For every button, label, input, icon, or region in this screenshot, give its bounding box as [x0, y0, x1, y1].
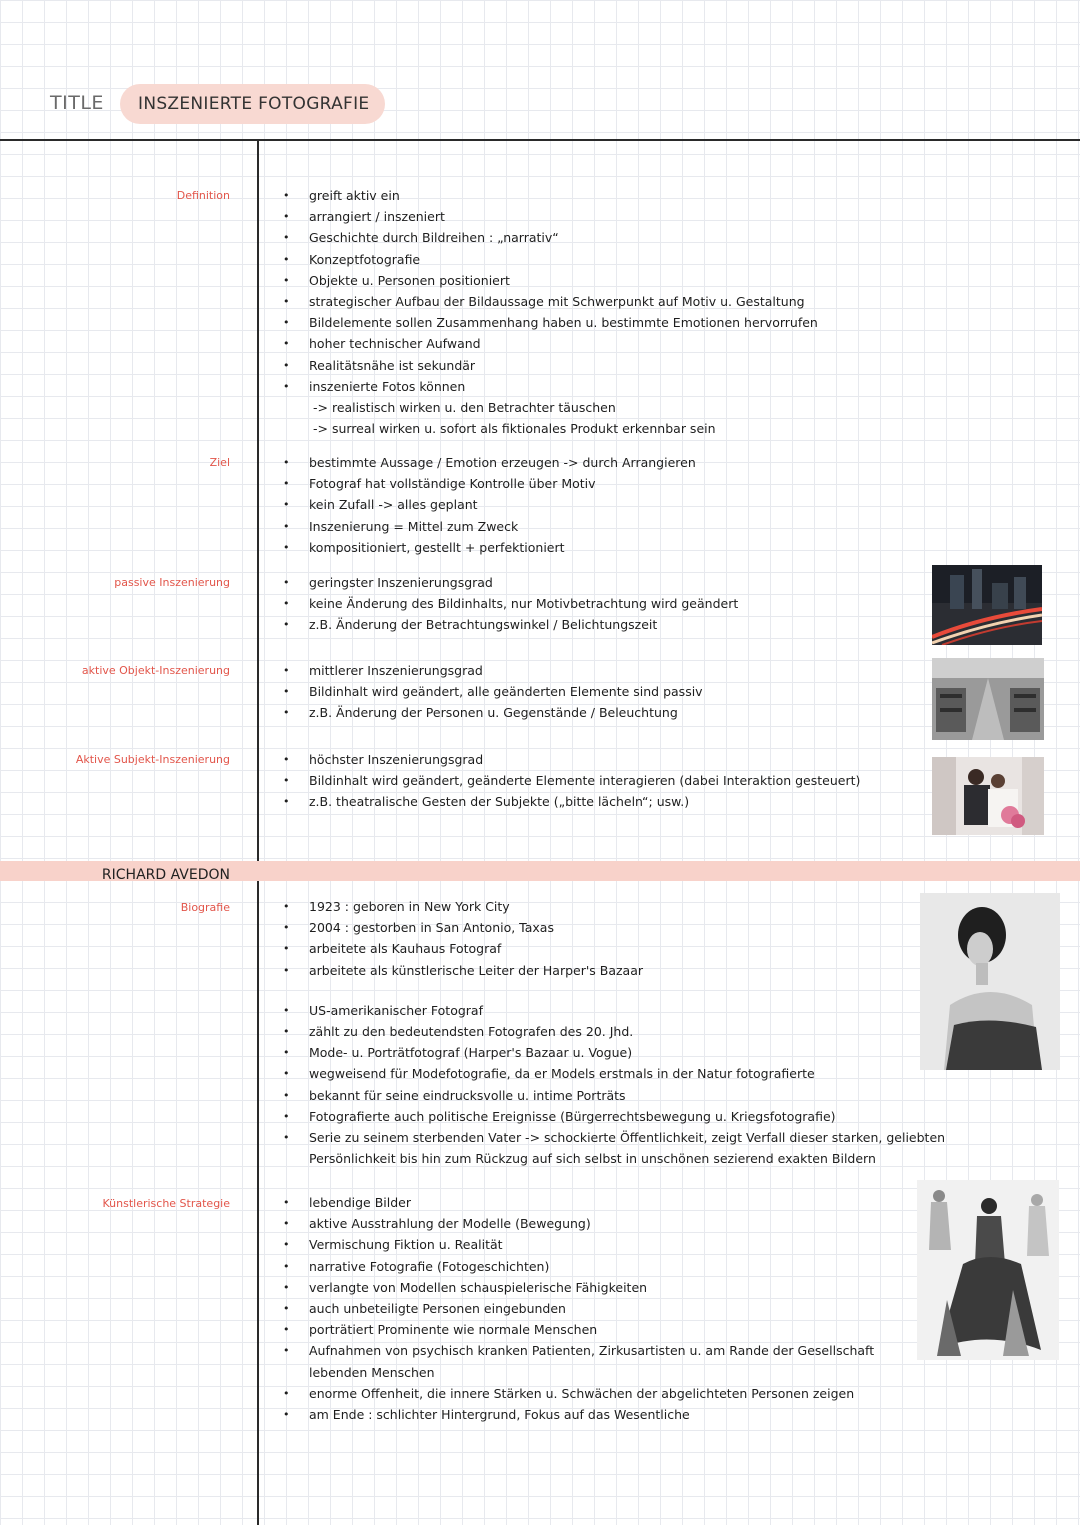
list-item: • narrative Fotografie (Fotogeschichten): [283, 1256, 874, 1277]
page-title: INSZENIERTE FOTOGRAFIE: [120, 84, 385, 124]
biografie-list: [283, 896, 945, 1169]
list-item: • am Ende : schlichter Hintergrund, Fokus auf das Wesentliche: [283, 1404, 874, 1425]
passive-label: passive Inszenierung: [114, 576, 230, 589]
list-item: • arrangiert / inszeniert: [283, 206, 818, 227]
list-item: • Konzeptfotografie: [283, 249, 818, 270]
list-item: • arbeitete als Kauhaus Fotograf: [283, 938, 945, 959]
list-item: • lebendige Bilder: [283, 1192, 874, 1213]
ziel-label: Ziel: [209, 456, 230, 469]
list-item: • z.B. Änderung der Personen u. Gegenstände / Beleuchtung: [283, 702, 703, 723]
list-item: • aktive Ausstrahlung der Modelle (Bewegung): [283, 1213, 874, 1234]
list-item: • 1923 : geboren in New York City: [283, 896, 945, 917]
sub-list-item: -> realistisch wirken u. den Betrachter täuschen: [313, 399, 616, 415]
list-item: • inszenierte Fotos können: [283, 376, 818, 397]
list-item: • strategischer Aufbau der Bildaussage mit Schwerpunkt auf Motiv u. Gestaltung: [283, 291, 818, 312]
list-item: • arbeitete als künstlerische Leiter der Harper's Bazaar: [283, 960, 945, 981]
ziel-list: [283, 452, 696, 558]
list-item: • z.B. Änderung der Betrachtungswinkel / Belichtungszeit: [283, 614, 738, 635]
passive-list: [283, 572, 738, 636]
avedon-heading: RICHARD AVEDON: [101, 867, 230, 883]
list-item: • kein Zufall -> alles geplant: [283, 494, 696, 515]
list-item: • Aufnahmen von psychisch kranken Patienten, Zirkusartisten u. am Rande der Gesellschaft: [283, 1340, 874, 1361]
list-item: • Inszenierung = Mittel zum Zweck: [283, 516, 696, 537]
list-item: • enorme Offenheit, die innere Stärken u. Schwächen der abgelichteten Personen zeigen: [283, 1383, 874, 1404]
list-item: • Fotograf hat vollständige Kontrolle über Motiv: [283, 473, 696, 494]
list-item: • Objekte u. Personen positioniert: [283, 270, 818, 291]
list-item: • Bildelemente sollen Zusammenhang haben u. bestimmte Emotionen hervorrufen: [283, 312, 818, 333]
list-item: • Bildinhalt wird geändert, geänderte Elemente interagieren (dabei Interaktion gesteuert): [283, 770, 860, 791]
list-item: • kompositioniert, gestellt + perfektioniert: [283, 537, 696, 558]
list-item: • Serie zu seinem sterbenden Vater -> schockierte Öffentlichkeit, zeigt Verfall dieser starken, geliebten: [283, 1127, 945, 1148]
portrait-photo: [920, 893, 1060, 1070]
biografie-label: Biografie: [180, 901, 230, 914]
list-item: • bekannt für seine eindrucksvolle u. intime Porträts: [283, 1085, 945, 1106]
list-item: • wegweisend für Modefotografie, da er Models erstmals in der Natur fotografierte: [283, 1063, 945, 1084]
aktive-subjekt-list: [283, 749, 860, 813]
wedding-photo: [932, 757, 1044, 835]
list-item-continuation: lebenden Menschen: [309, 1364, 435, 1380]
list-item: • 2004 : gestorben in San Antonio, Taxas: [283, 917, 945, 938]
aktive-objekt-label: aktive Objekt-Inszenierung: [81, 664, 230, 677]
list-item: • Fotografierte auch politische Ereignisse (Bürgerrechtsbewegung u. Kriegsfotografie): [283, 1106, 945, 1127]
list-item: • keine Änderung des Bildinhalts, nur Motivbetrachtung wird geändert: [283, 593, 738, 614]
list-item: • geringster Inszenierungsgrad: [283, 572, 738, 593]
factory-hall-photo: [932, 658, 1044, 740]
list-item-continuation: Persönlichkeit bis hin zum Rückzug auf sich selbst in unschönen sezierend exakten Bildern: [309, 1151, 876, 1167]
list-item: • porträtiert Prominente wie normale Menschen: [283, 1319, 874, 1340]
list-item: • US-amerikanischer Fotograf: [283, 1000, 945, 1021]
header-divider: [0, 139, 1080, 141]
list-item: • Realitätsnähe ist sekundär: [283, 355, 818, 376]
list-item: • greift aktiv ein: [283, 185, 818, 206]
fashion-motion-photo: [917, 1180, 1059, 1360]
list-item: • Mode- u. Porträtfotograf (Harper's Bazaar u. Vogue): [283, 1042, 945, 1063]
definition-label: Definition: [176, 189, 230, 202]
list-item: • verlangte von Modellen schauspielerische Fähigkeiten: [283, 1277, 874, 1298]
strategie-label: Künstlerische Strategie: [102, 1197, 230, 1210]
list-item: • z.B. theatralische Gesten der Subjekte („bitte lächeln“; usw.): [283, 791, 860, 812]
definition-list: [283, 185, 818, 439]
list-item: • Vermischung Fiktion u. Realität: [283, 1234, 874, 1255]
list-item: • Geschichte durch Bildreihen : „narrativ“: [283, 227, 818, 248]
margin-divider: [257, 139, 259, 1525]
list-item: • auch unbeteiligte Personen eingebunden: [283, 1298, 874, 1319]
list-item: • höchster Inszenierungsgrad: [283, 749, 860, 770]
list-item: • mittlerer Inszenierungsgrad: [283, 660, 703, 681]
aktive-objekt-list: [283, 660, 703, 724]
city-night-photo: [932, 565, 1042, 645]
strategie-list: [283, 1192, 874, 1425]
list-item: • zählt zu den bedeutendsten Fotografen des 20. Jhd.: [283, 1021, 945, 1042]
aktive-subjekt-label: Aktive Subjekt-Inszenierung: [75, 753, 230, 766]
list-item: • Bildinhalt wird geändert, alle geänderten Elemente sind passiv: [283, 681, 703, 702]
list-item: • bestimmte Aussage / Emotion erzeugen -> durch Arrangieren: [283, 452, 696, 473]
sub-list-item: -> surreal wirken u. sofort als fiktionales Produkt erkennbar sein: [313, 421, 716, 437]
title-label: TITLE: [50, 92, 104, 114]
list-item: • hoher technischer Aufwand: [283, 333, 818, 354]
